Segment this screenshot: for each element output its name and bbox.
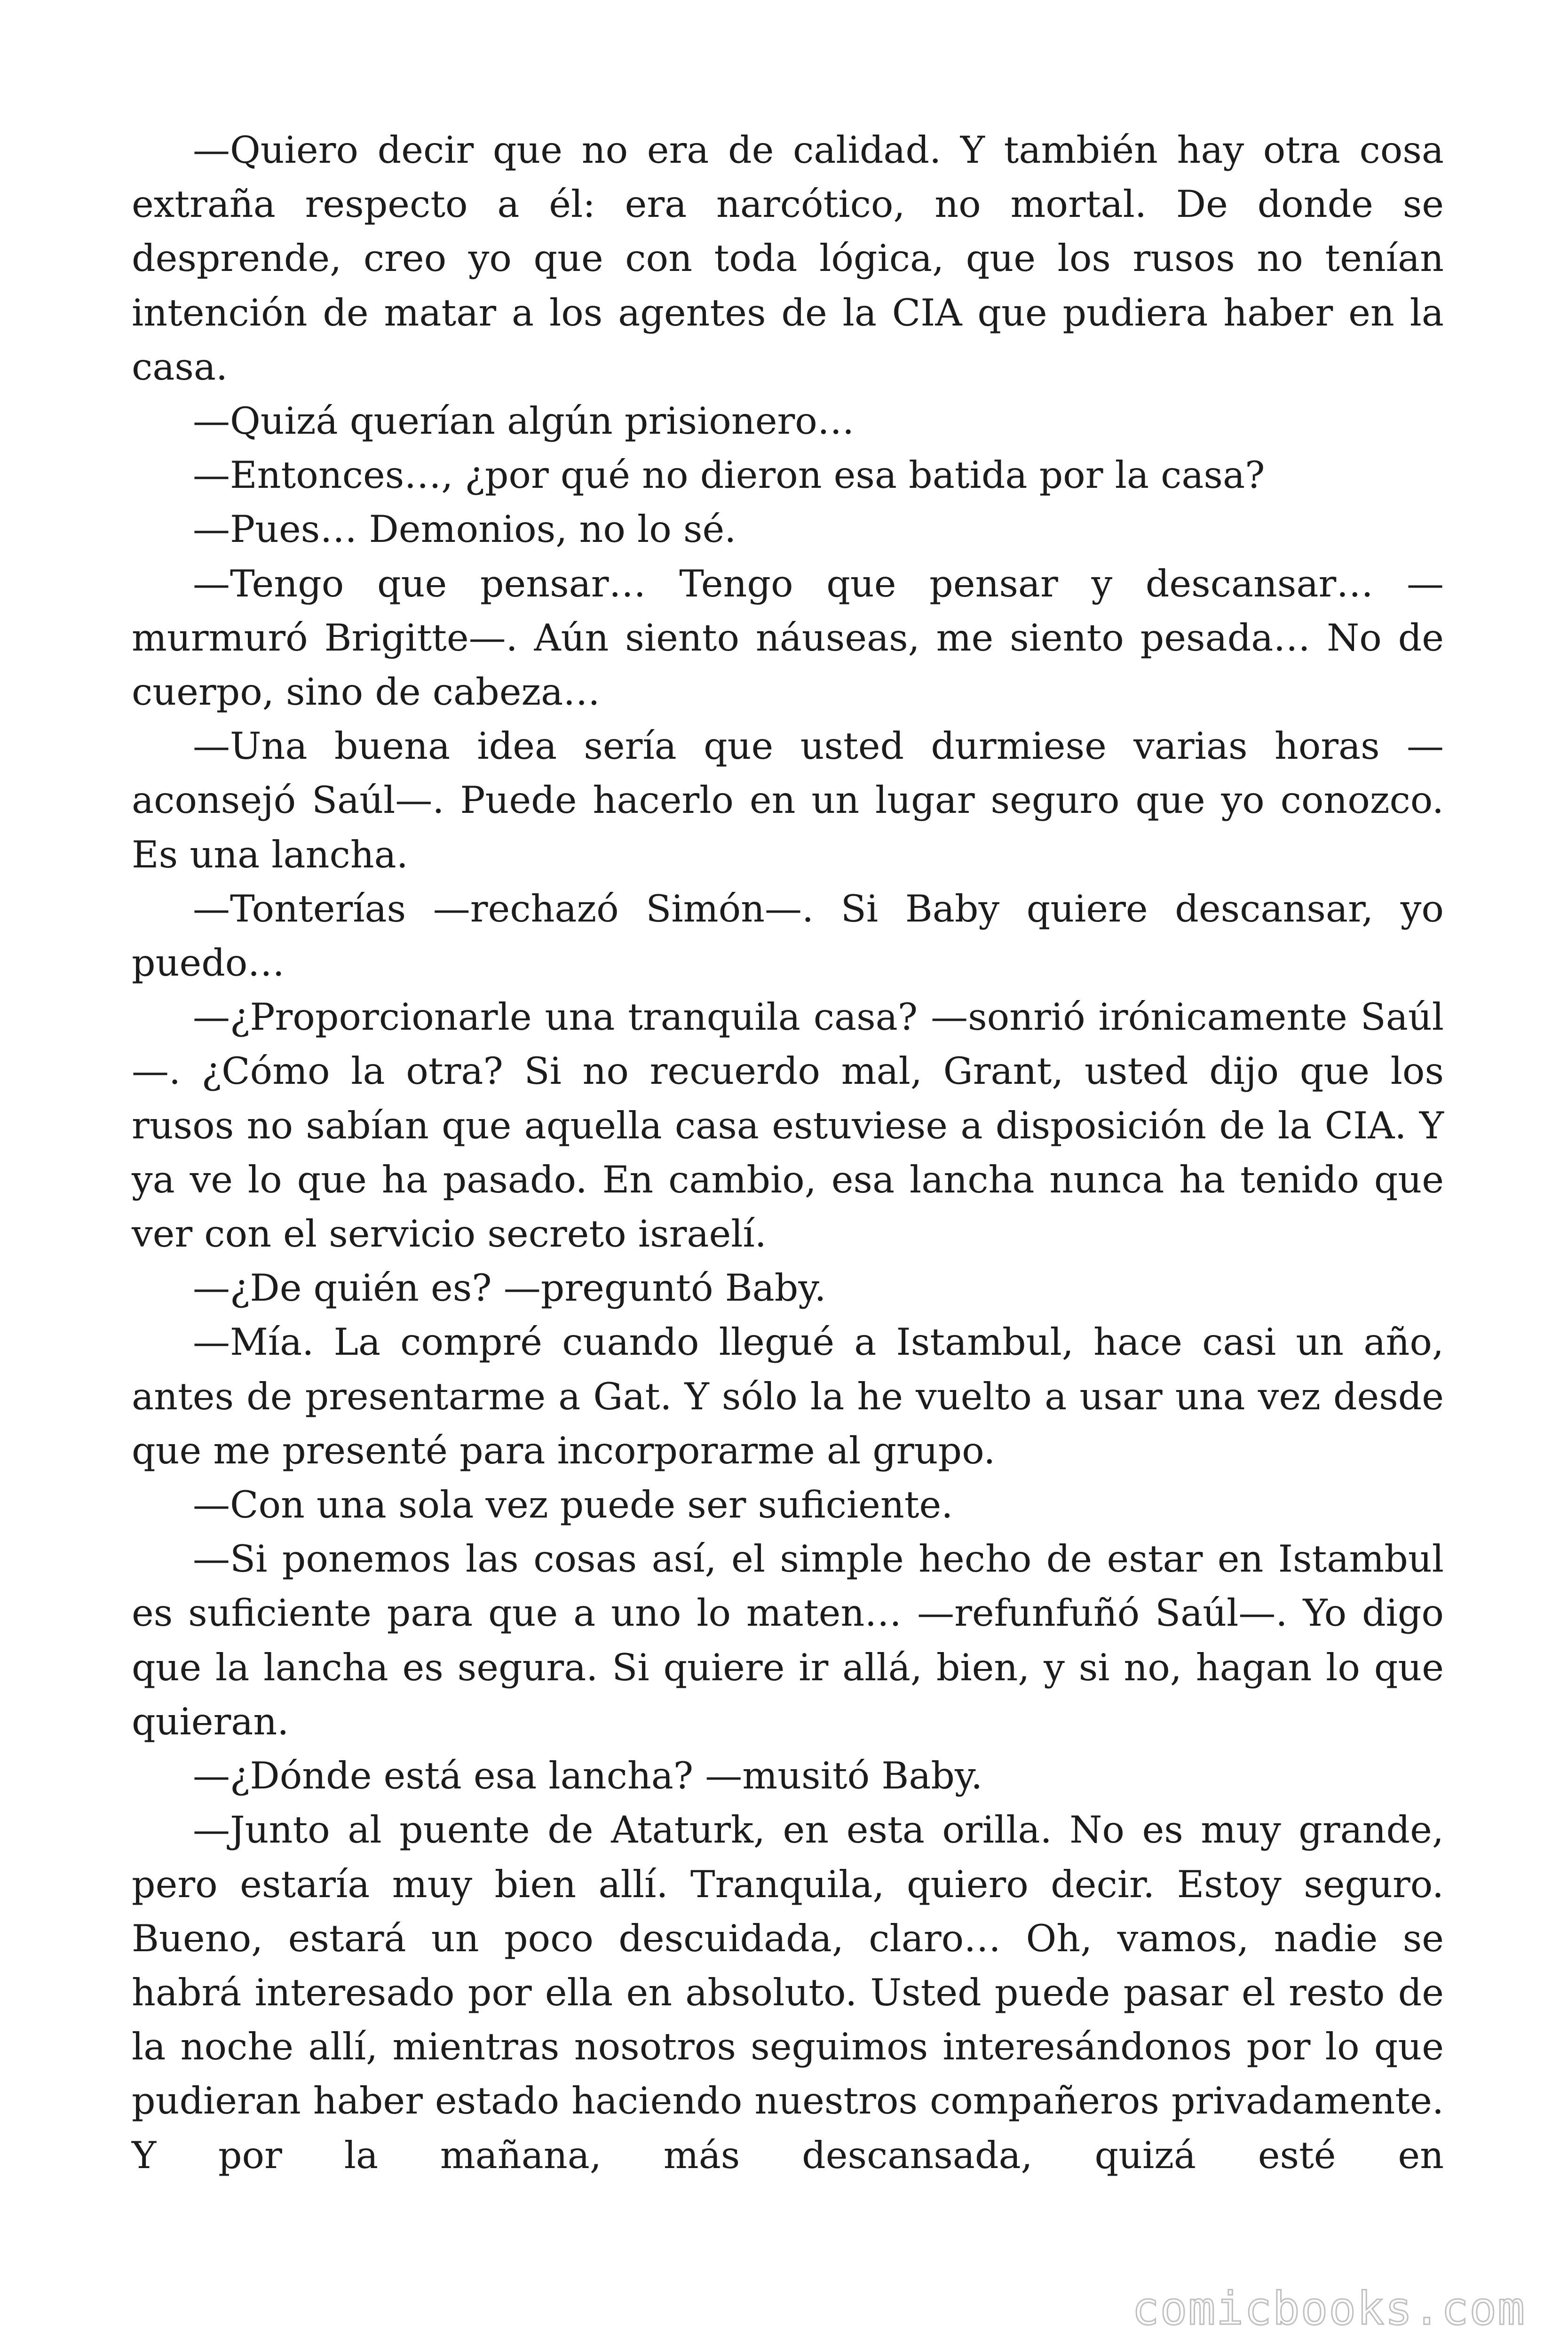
paragraph: —¿De quién es? —preguntó Baby. (193, 1266, 826, 1310)
paragraph: —¿Dónde está esa lancha? —musitó Baby. (193, 1754, 983, 1798)
paragraph: —Quiero decir que no era de calidad. Y también hay otra cosa extraña respecto a él: era narcótico, no mortal. De donde se desprende, creo yo que con toda lógica, que los rusos no tenían intención de matar a los agentes de la CIA que pudiera haber en la casa. (132, 128, 1444, 389)
paragraph: —Entonces…, ¿por qué no dieron esa batida por la casa? (193, 453, 1265, 497)
watermark-logo: comicbooks.com (1132, 2282, 1526, 2335)
paragraph: —Quizá querían algún prisionero… (193, 399, 855, 443)
paragraph: —Tengo que pensar… Tengo que pensar y descansar… —murmuró Brigitte—. Aún siento náuseas, me siento pesada… No de cuerpo, sino de cabeza… (132, 562, 1444, 714)
paragraph: —Si ponemos las cosas así, el simple hecho de estar en Istambul es suficiente para que a uno lo maten… —refunfuñó Saúl—. Yo digo que la lancha es segura. Si quiere ir allá, bien, y si no, hagan lo que quieran. (132, 1537, 1444, 1743)
paragraph: —Pues… Demonios, no lo sé. (193, 508, 736, 551)
paragraph-continued: —Junto al puente de Ataturk, en esta orilla. No es muy grande, pero estaría muy bien allí. Tranquila, quiero decir. Estoy seguro. Bueno, estará un poco descuidada, claro… Oh, vamos, nadie se habrá interesado por ella en absoluto. Usted puede pasar el resto de la noche allí, mientras nosotros seguimos interesándonos por lo que pudieran haber estado haciendo nuestros compañeros privadamente. Y por la mañana, más descansada, quizá esté en (132, 1808, 1444, 2177)
paragraph: —¿Proporcionarle una tranquila casa? —sonrió irónicamente Saúl—. ¿Cómo la otra? Si no recuerdo mal, Grant, usted dijo que los rusos no sabían que aquella casa estuviese a disposición de la CIA. Y ya ve lo que ha pasado. En cambio, esa lancha nunca ha tenido que ver con el servicio secreto israelí. (132, 995, 1444, 1256)
paragraph: —Con una sola vez puede ser suficiente. (193, 1483, 953, 1527)
paragraph: —Mía. La compré cuando llegué a Istambul, hace casi un año, antes de presentarme a Gat. Y sólo la he vuelto a usar una vez desde que me presenté para incorporarme al grupo. (132, 1320, 1444, 1472)
body-text (132, 123, 1444, 2183)
paragraph: —Una buena idea sería que usted durmiese varias horas —aconsejó Saúl—. Puede hacerlo en un lugar seguro que yo conozco. Es una lancha. (132, 724, 1444, 876)
paragraph: —Tonterías —rechazó Simón—. Si Baby quiere descansar, yo puedo… (132, 887, 1444, 985)
